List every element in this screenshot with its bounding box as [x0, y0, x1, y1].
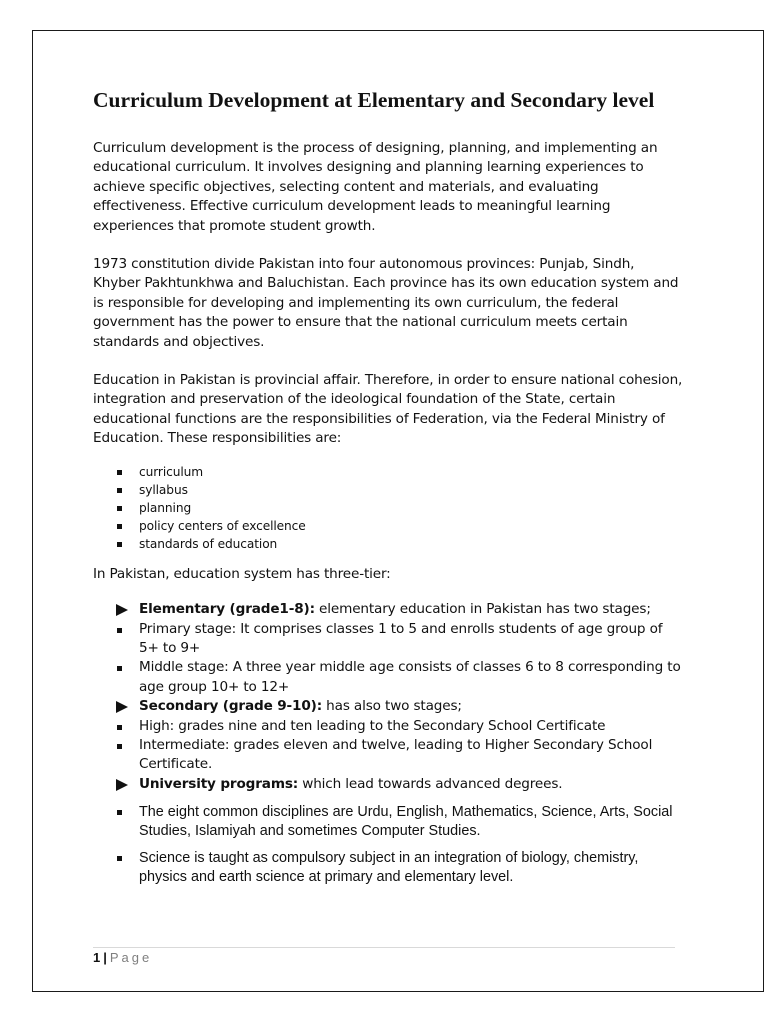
square-bullet-icon	[117, 666, 122, 671]
list-item: standards of education	[117, 535, 683, 553]
square-bullet-icon	[117, 488, 122, 493]
responsibilities-list	[93, 463, 683, 553]
list-item-elementary: Elementary (grade1-8): elementary education in Pakistan has two stages;	[117, 600, 683, 619]
list-item-university: University programs: which lead towards advanced degrees.	[117, 775, 683, 794]
list-item-science: Science is taught as compulsory subject in an integration of biology, chemistry, physics and earth science at primary and elementary level.	[117, 849, 683, 886]
square-bullet-icon	[117, 506, 122, 511]
list-item-disciplines: The eight common disciplines are Urdu, English, Mathematics, Science, Arts, Social Studies, Islamiyah and sometimes Computer Studies.	[117, 803, 683, 840]
arrow-bullet-icon	[116, 701, 128, 713]
list-item: planning	[117, 499, 683, 517]
list-item: syllabus	[117, 481, 683, 499]
list-item-intermediate: Intermediate: grades eleven and twelve, leading to Higher Secondary School Certificate.	[117, 736, 683, 775]
square-bullet-icon	[117, 744, 122, 749]
page-number: 1	[93, 950, 101, 965]
tier-list	[93, 600, 683, 886]
square-bullet-icon	[117, 725, 122, 730]
page-title: Curriculum Development at Elementary and Secondary level	[93, 88, 655, 112]
list-item-primary: Primary stage: It comprises classes 1 to 5 and enrolls students of age group of 5+ to 9+	[117, 620, 683, 659]
footer-divider	[93, 947, 675, 948]
paragraph-federal-responsibilities: Education in Pakistan is provincial affair. Therefore, in order to ensure national cohesion, integration and preservation of the ideological foundation of the State, certain educational functions are the responsibilities of Federation, via the Federal Ministry of Education. These responsibilities are:	[93, 372, 683, 447]
square-bullet-icon	[117, 470, 122, 475]
document-body	[93, 88, 683, 886]
square-bullet-icon	[117, 524, 122, 529]
footer-separator: |	[103, 950, 107, 965]
paragraph-constitution: 1973 constitution divide Pakistan into four autonomous provinces: Punjab, Sindh, Khyber Pakhtunkhwa and Baluchistan. Each province has its own education system and is responsible for developing and implementing its own curriculum, the federal government has the power to ensure that the national curriculum meets certain standards and objectives.	[93, 256, 679, 350]
page-footer	[93, 950, 152, 965]
tier-intro: In Pakistan, education system has three-tier:	[93, 565, 391, 582]
list-item-high: High: grades nine and ten leading to the Secondary School Certificate	[117, 717, 683, 736]
list-item-secondary: Secondary (grade 9-10): has also two stages;	[117, 697, 683, 716]
arrow-bullet-icon	[116, 779, 128, 791]
square-bullet-icon	[117, 628, 122, 633]
square-bullet-icon	[117, 810, 122, 815]
square-bullet-icon	[117, 856, 122, 861]
list-item-middle: Middle stage: A three year middle age consists of classes 6 to 8 corresponding to age group 10+ to 12+	[117, 658, 683, 697]
square-bullet-icon	[117, 542, 122, 547]
arrow-bullet-icon	[116, 604, 128, 616]
list-item: curriculum	[117, 463, 683, 481]
list-item: policy centers of excellence	[117, 517, 683, 535]
paragraph-definition: Curriculum development is the process of designing, planning, and implementing an educational curriculum. It involves designing and planning learning experiences to achieve specific objectives, selecting content and materials, and evaluating effectiveness. Effective curriculum development leads to meaningful learning experiences that promote student growth.	[93, 140, 658, 234]
page-label: Page	[109, 950, 153, 965]
